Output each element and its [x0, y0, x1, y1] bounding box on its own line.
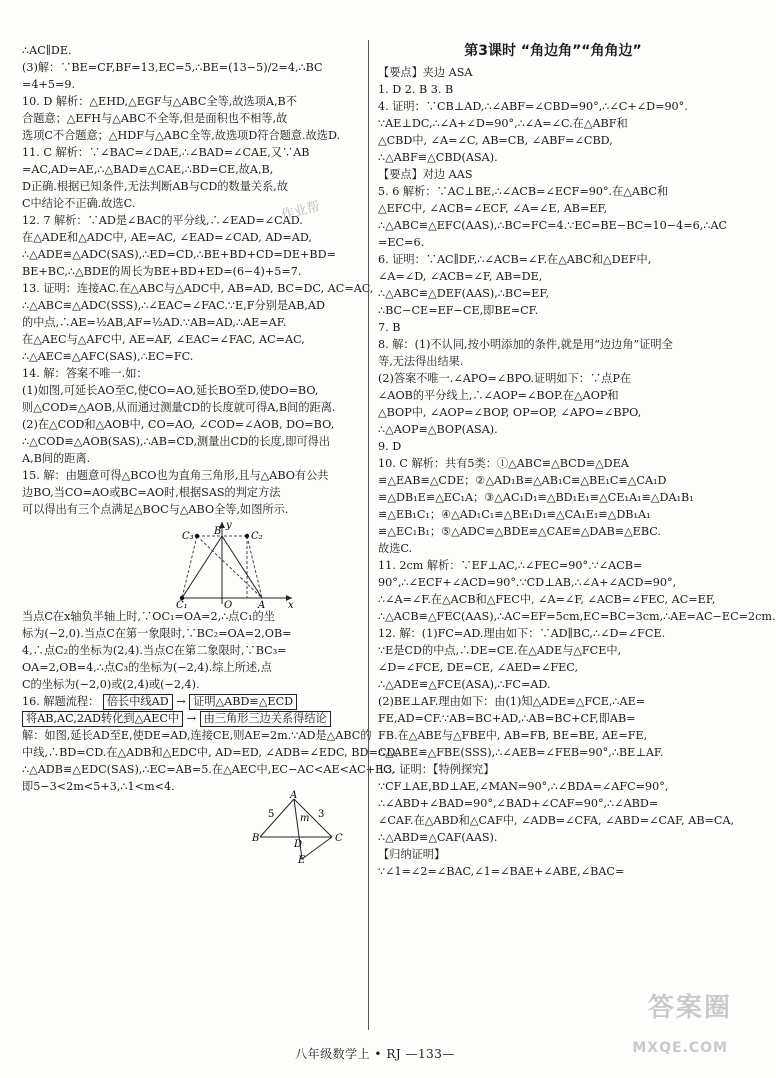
text-line: 选项C不合题意；△HDF与△ABC全等,故选项D符合题意.故选D. [22, 129, 341, 142]
text-line: 中线,∴BD=CD.在△ADB和△EDC中, AD=ED, ∠ADB=∠EDC, BD=CD, [22, 746, 399, 759]
text-line: △CBD中, ∠A=∠C, AB=CB, ∠ABF=∠CBD, [378, 134, 613, 147]
text-line: BE+BC,∴△BDE的周长为BE+BD+ED=(6−4)+5=7. [22, 265, 302, 278]
text-line: 14. 解：答案不唯一.如： [22, 367, 148, 380]
text-line: ∴△ABD≌△CAF(AAS). [378, 831, 498, 844]
text-line: ∴∠ABD+∠BAD=90°,∠BAD+∠CAF=90°,∴∠ABD= [378, 797, 659, 810]
text-line: 9. D [378, 440, 402, 453]
site-watermark [582, 993, 732, 1070]
text-line: D正确.根据已知条件,无法判断AB与CD的数量关系,故 [22, 180, 289, 193]
watermark-line-2: MXQE.COM [632, 1040, 728, 1056]
text-line: 10. D 解析：△EHD,△EGF与△ABC全等,故选项A,B不 [22, 95, 297, 108]
text-line: C的坐标为(−2,0)或(2,4)或(−2,4). [22, 678, 200, 691]
fig15-label-c1: C₁ [176, 600, 188, 611]
text-line: 4. 证明：∵CB⊥AD,∴∠ABF=∠CBD=90°,∴∠C+∠D=90°. [378, 100, 688, 113]
text-line: ∠AOB的平分线上,∴∠AOP=∠BOP.在△AOP和 [378, 389, 619, 402]
fig15-label-y: y [226, 520, 232, 531]
text-line: (3)解：∵BE=CF,BF=13,EC=5,∴BE=(13−5)/2=4,∴BC [22, 61, 323, 74]
text-line: 当点C在x轴负半轴上时,∵OC₁=OA=2,∴点C₁的坐 [22, 610, 275, 623]
text-line: 故选C. [378, 542, 413, 555]
text-line: ∴△ABC≌△EFC(AAS),∴BC=FC=4.∵EC=BE−BC=10−4=6,∴AC [378, 219, 728, 232]
text-line: ∵AE⊥DC,∴∠A+∠D=90°,∴∠A=∠C.在△ABF和 [378, 117, 628, 130]
text-line: 5. 6 解析：∵AC⊥BE,∴∠ACB=∠ECF=90°.在△ABC和 [378, 185, 669, 198]
flow-arrow-icon: → [186, 712, 197, 725]
text-line: (2)BE⊥AF.理由如下：由(1)知△ADE≌△FCE,∴AE= [378, 695, 646, 708]
item16-body [22, 727, 399, 795]
fig15-label-b: B [214, 526, 222, 537]
column-divider [368, 40, 369, 1030]
text-line: 4,∴点C₂的坐标为(2,4).当点C在第二象限时,∵BC₃= [22, 644, 287, 657]
text-line: 即5−3<2m<5+3,∴1<m<4. [22, 780, 175, 793]
text-line: ≌△DB₁E≌△EC₁A；③△AC₁D₁≌△BD₁E₁≌△CE₁A₁≌△DA₁B₁ [378, 491, 694, 504]
text-line: =AC,AD=AE,∴△BAD≌△CAE,∴BD=CE,故A,B, [22, 163, 274, 176]
text-line: ≌△EC₁B₁；⑤△ADC≌△BDE≌△CAE≌△DAB≌△EBC. [378, 525, 661, 538]
text-line: ∵CF⊥AE,BD⊥AE,∠MAN=90°,∴∠BDA=∠AFC=90°, [378, 780, 669, 793]
text-line: 1. D 2. B 3. B [378, 83, 454, 96]
text-line: 【要点】夹边 ASA [378, 66, 473, 79]
text-line: 可以得出有三个点满足△BOC与△ABO全等,如图所示. [22, 503, 289, 516]
text-line: ∴△ADE≌△FCE(ASA),∴FC=AD. [378, 678, 551, 691]
item16-flow-row-2 [22, 710, 360, 727]
fig16-label-m: m [300, 813, 310, 824]
text-line: 15. 解：由题意可得△BCO也为直角三角形,且与△ABO有公共 [22, 469, 329, 482]
text-line: 7. B [378, 321, 401, 334]
text-line: ∠A=∠D, ∠ACB=∠F, AB=DE, [378, 270, 543, 283]
right-column [378, 40, 776, 1038]
text-line: =EC=6. [378, 236, 425, 249]
text-line: ∴△ABF≌△CBD(ASA). [378, 151, 498, 164]
page-footer: 八年级数学上 • RJ —133— [295, 1047, 455, 1061]
text-line: 90°,∴∠ECF+∠ACD=90°.∵CD⊥AB,∴∠A+∠ACD=90°, [378, 576, 677, 589]
fig15-label-a: A [258, 600, 266, 611]
text-line: (2)在△COD和△AOB中, CO=AO, ∠COD=∠AOB, DO=BO, [22, 418, 335, 431]
text-line: 在△ADE和△ADC中, AE=AC, ∠EAD=∠CAD, AD=AD, [22, 231, 312, 244]
text-line: (1)如图,可延长AO至C,使CO=AO,延长BO至D,使DO=BO, [22, 384, 319, 397]
text-line: ∴△ADB≌△EDC(SAS),∴EC=AB=5.在△AEC中,EC−AC<AE<AC+EC, [22, 763, 395, 776]
item16-flow-row-1 [22, 693, 360, 710]
lesson-title: 第3课时 “角边角”“角角边” [464, 43, 642, 59]
flow-step-1: 倍长中线AD [103, 694, 173, 710]
text-line: ∴△ABC≌△DEF(AAS),∴BC=EF, [378, 287, 549, 300]
flow-step-2: 证明△ABD≌△ECD [189, 694, 297, 710]
flow-step-3: 将AB,AC,2AD转化到△AEC中 [22, 711, 183, 727]
fig15-label-o: O [224, 600, 233, 611]
flow-arrow-icon: → [176, 695, 186, 708]
text-line: A,B间的距离. [22, 452, 91, 465]
text-line: OA=2,OB=4,∴点C₃的坐标为(−2,4).综上所述,点 [22, 661, 272, 674]
text-line: △EFC中, ∠ACB=∠ECF, ∠A=∠E, AB=EF, [378, 202, 608, 215]
text-line: 合题意；△EFH与△ABC不全等,但是面积也不相等,故 [22, 112, 288, 125]
text-line: ∵∠1=∠2=∠BAC,∠1=∠BAE+∠ABE,∠BAC= [378, 865, 625, 878]
text-line: FE,AD=CF.∵AB=BC+AD,∴AB=BC+CF,即AB= [378, 712, 636, 725]
right-text-block [378, 64, 776, 880]
fig16-label-3: 3 [318, 809, 325, 820]
fig15-label-x: x [288, 600, 294, 611]
text-line: 在△AEC与△AFC中, AE=AF, ∠EAC=∠FAC, AC=AC, [22, 333, 305, 346]
text-line: 13. 证明：连接AC.在△ABC与△ADC中, AB=AD, BC=DC, AC=AC, [22, 282, 374, 295]
text-line: C中结论不正确.故选C. [22, 197, 136, 210]
fig16-label-c: C [335, 833, 343, 844]
text-line: 边BO,当CO=AO或BC=AO时,根据SAS的判定方法 [22, 486, 281, 499]
text-line: ∴BC−CE=EF−CE,即BE=CF. [378, 304, 539, 317]
fig16-label-e: E [298, 855, 306, 866]
text-line: ∴△ADE≌△ADC(SAS),∴ED=CD,∴BE+BD+CD=DE+BD= [22, 248, 336, 261]
text-line: ∴△AEC≌△AFC(SAS),∴EC=FC. [22, 350, 194, 363]
text-line: ∠D=∠FCE, DE=CE, ∠AED=∠FEC, [378, 661, 579, 674]
text-line: 12. 解：(1)FC=AD.理由如下：∵AD∥BC,∴∠D=∠FCE. [378, 627, 666, 640]
stamp-text: 作业帮 [279, 199, 322, 224]
text-line: 则△COD≌△AOB,从而通过测量CD的长度就可得A,B间的距离. [22, 401, 336, 414]
text-line: 【要点】对边 AAS [378, 168, 473, 181]
fig16-label-b: B [252, 833, 260, 844]
left-text-block-b [22, 608, 360, 693]
left-text-block-c [22, 727, 399, 795]
text-line: ∵E是CD的中点,∴DE=CE.在△ADE与△FCE中, [378, 644, 622, 657]
fig15-label-c3: C₃ [182, 531, 194, 542]
text-line: ∴△COD≌△AOB(SAS),∴AB=CD,测量出CD的长度,即可得出 [22, 435, 331, 448]
watermark-line-1: 答案圈 [647, 993, 732, 1023]
text-line: ∴△ABE≌△FBE(SSS),∴∠AEB=∠FEB=90°,∴BE⊥AF. [378, 746, 664, 759]
fig16-label-a: A [290, 790, 298, 801]
text-line: 11. C 解析：∵∠BAC=∠DAE,∴∠BAD=∠CAE,又∵AB [22, 146, 310, 159]
item16-label: 16. 解题流程： [22, 695, 100, 708]
text-line: (2)答案不唯一.∠APO=∠BPO.证明如下：∵点P在 [378, 372, 632, 385]
fig15-label-c2: C₂ [251, 531, 263, 542]
flow-step-4: 由三角形三边关系得结论 [200, 711, 331, 727]
text-line: 的中点,∴AE=½AB,AF=½AD.∵AB=AD,∴AE=AF. [22, 316, 287, 329]
text-line: 8. 解：(1)不认同,按小明添加的条件,就是用“边边角”证明全 [378, 338, 673, 351]
text-line: ∴△ABC≌△ADC(SSS),∴∠EAC=∠FAC.∵E,F分别是AB,AD [22, 299, 325, 312]
text-line: 【归纳证明】 [378, 848, 446, 861]
figure-16-triangle-diagram [22, 790, 360, 866]
text-line: 6. 证明：∵AC∥DF,∴∠ACB=∠F.在△ABC和△DEF中, [378, 253, 652, 266]
text-line: 解：如图,延长AD至E,使DE=AD,连接CE,则AE=2m.∵AD是△ABC的 [22, 729, 372, 742]
text-line: 标为(−2,0).当点C在第一象限时,∵BC₂=OA=2,OB= [22, 627, 292, 640]
text-line: ∴∠A=∠F.在△ACB和△FEC中, ∠A=∠F, ∠ACB=∠FEC, AC=EF, [378, 593, 716, 606]
figure-15-coordinate-diagram [22, 518, 360, 611]
text-line: ≌△EAB≌△CDE；②△AD₁B≌△AB₁C≌△BE₁C≌△CA₁D [378, 474, 667, 487]
text-line: =4+5=9. [22, 78, 76, 91]
text-line: 等,无法得出结果. [378, 355, 464, 368]
text-line: ∠CAF.在△ABD和△CAF中, ∠ADB=∠CFA, ∠ABD=∠CAF, AB=CA, [378, 814, 735, 827]
fig16-label-5: 5 [268, 809, 275, 820]
text-line: 12. 7 解析：∵AD是∠BAC的平分线,∴∠EAD=∠CAD. [22, 214, 303, 227]
text-line: ∴△AOP≌△BOP(ASA). [378, 423, 498, 436]
text-line: 10. C 解析：共有5类：①△ABC≌△BCD≌△DEA [378, 457, 629, 470]
text-line: 11. 2cm 解析：∵EF⊥AC,∴∠FEC=90°.∵∠ACB= [378, 559, 643, 572]
text-line: ∴△ACB≌△FEC(AAS),∴AC=EF=5cm,EC=BC=3cm,∴AE=AC−EC=2cm. [378, 610, 776, 623]
text-line: 13. 证明：【特例探究】 [378, 763, 495, 776]
text-line: FB.在△ABE与△FBE中, AB=FB, BE=BE, AE=FE, [378, 729, 648, 742]
fig16-label-d: D [294, 839, 303, 850]
text-line: ≌△EB₁C₁；④△AD₁C₁≌△BE₁D₁≌△CA₁E₁≌△DB₁A₁ [378, 508, 651, 521]
text-line: △BOP中, ∠AOP=∠BOP, OP=OP, ∠APO=∠BPO, [378, 406, 642, 419]
text-line: ∴AC∥DE. [22, 44, 72, 57]
